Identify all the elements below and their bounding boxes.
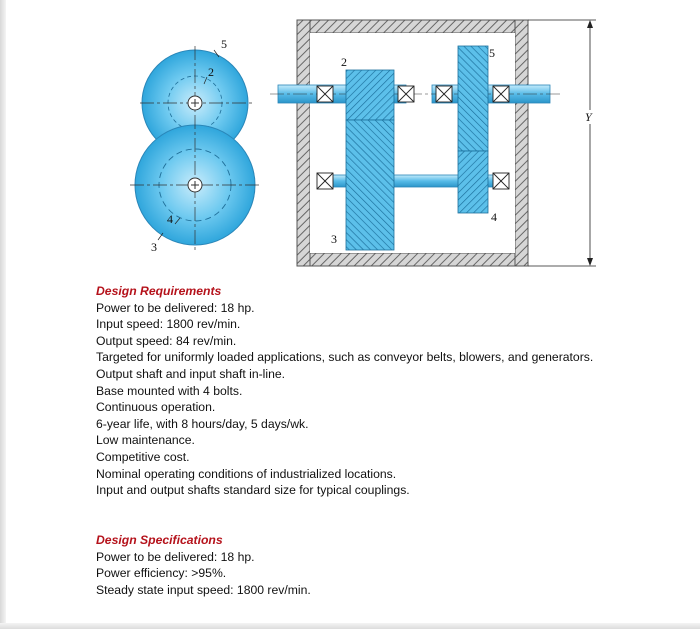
specifications-heading: Design Specifications [96, 532, 223, 547]
gear-3-label-side: 3 [331, 232, 337, 246]
dimension-y [528, 20, 596, 266]
requirement-item: Input and output shafts standard size for typical couplings. [96, 483, 410, 498]
requirement-item: Output speed: 84 rev/min. [96, 333, 237, 348]
front-view [130, 37, 262, 254]
requirements-heading: Design Requirements [96, 284, 222, 298]
gear-5-label-side: 5 [489, 46, 495, 60]
screen-edge-bottom [0, 623, 700, 629]
gear-3-section [346, 120, 394, 250]
requirement-item: Power to be delivered: 18 hp. [96, 300, 255, 315]
housing-bottom [297, 253, 528, 266]
requirement-item: Continuous operation. [96, 400, 216, 415]
specification-item: Power efficiency: >95%. [96, 566, 227, 581]
gear-5-label-front: 5 [221, 37, 227, 51]
housing-right [515, 20, 528, 266]
requirement-item: Low maintenance. [96, 433, 195, 448]
requirement-item: Base mounted with 4 bolts. [96, 383, 243, 398]
specification-item: Steady state input speed: 1800 rev/min. [96, 582, 311, 597]
gear-4-section [458, 151, 488, 213]
housing-left [297, 20, 310, 266]
requirement-item: 6-year life, with 8 hours/day, 5 days/wk. [96, 416, 309, 431]
requirement-item: Input speed: 1800 rev/min. [96, 317, 241, 332]
requirement-item: Nominal operating conditions of industrialized locations. [96, 466, 397, 481]
gear-2-label-front: 2 [208, 65, 214, 79]
section-view [270, 20, 560, 266]
requirement-item: Output shaft and input shaft in-line. [96, 366, 286, 381]
gear-5-section [458, 46, 488, 151]
gear-3-label-front: 3 [151, 240, 157, 254]
housing-top [297, 20, 528, 33]
gear-2-label-side: 2 [341, 55, 347, 69]
gear-4-label-side: 4 [491, 210, 497, 224]
requirement-item: Competitive cost. [96, 449, 190, 464]
design-text [96, 283, 676, 598]
gear-2-section [346, 70, 394, 120]
gear-4-label-front: 4 [167, 212, 173, 226]
requirement-item: Targeted for uniformly loaded applications, such as conveyor belts, blowers, and generators. [96, 350, 594, 365]
dimension-y-label: Y [585, 110, 592, 124]
specification-item: Power to be delivered: 18 hp. [96, 549, 255, 564]
gearbox-figure [0, 0, 700, 280]
